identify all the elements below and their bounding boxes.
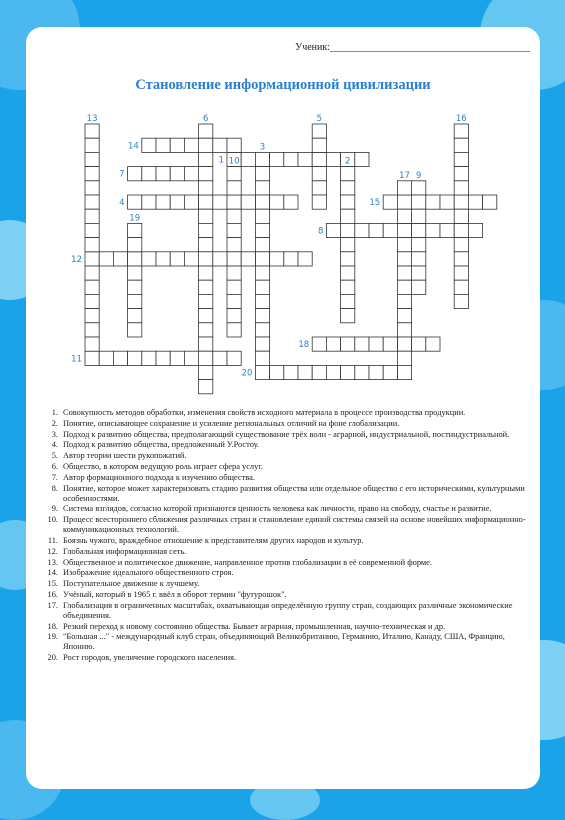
crossword-cell[interactable] (312, 181, 326, 195)
crossword-cell[interactable] (412, 337, 426, 351)
crossword-cell[interactable] (199, 181, 213, 195)
crossword-cell[interactable] (312, 138, 326, 152)
clue-item (40, 430, 532, 440)
crossword-cell[interactable] (227, 266, 241, 280)
crossword-cell[interactable] (227, 280, 241, 294)
crossword-cell[interactable] (397, 294, 411, 308)
crossword-cell[interactable] (440, 195, 454, 209)
clue-item (40, 408, 532, 418)
clue-item (40, 419, 532, 429)
crossword-cell[interactable] (199, 280, 213, 294)
crossword-cell[interactable] (227, 252, 241, 266)
crossword-cell[interactable] (227, 209, 241, 223)
worksheet (26, 27, 540, 789)
crossword-cell[interactable] (142, 351, 156, 365)
crossword-cell[interactable] (454, 138, 468, 152)
crossword-cell[interactable] (326, 337, 340, 351)
clue-text: Рост городов, увеличение городского населения. (63, 653, 237, 663)
clue-number-1: 1 (218, 155, 224, 166)
clue-number: 4. (51, 440, 58, 450)
crossword-cell[interactable] (227, 238, 241, 252)
clue-number: 10. (47, 515, 58, 525)
clue-number: 9. (51, 504, 58, 514)
crossword-cell[interactable] (426, 223, 440, 237)
clue-number-7: 7 (119, 169, 125, 180)
crossword-cell[interactable] (184, 167, 198, 181)
crossword-cell[interactable] (397, 351, 411, 365)
crossword-cell[interactable] (255, 238, 269, 252)
crossword-cell[interactable] (270, 195, 284, 209)
crossword-cell[interactable] (397, 365, 411, 379)
crossword-cell[interactable] (199, 266, 213, 280)
clue-number: 15. (47, 579, 58, 589)
crossword-cell[interactable] (184, 195, 198, 209)
crossword-cell[interactable] (412, 238, 426, 252)
clue-number-17: 17 (399, 170, 410, 181)
crossword-cell[interactable] (412, 280, 426, 294)
crossword-cell[interactable] (412, 181, 426, 195)
clue-item (40, 653, 532, 663)
clue-item (40, 515, 532, 535)
crossword-cell[interactable] (312, 195, 326, 209)
crossword-cell[interactable] (199, 252, 213, 266)
clue-text: Автор формационного подхода к изучению общества. (63, 472, 255, 482)
crossword-cell[interactable] (397, 238, 411, 252)
crossword-cell[interactable] (326, 152, 340, 166)
crossword-cell[interactable] (85, 152, 99, 166)
clue-number: 6. (51, 461, 58, 471)
crossword-cell[interactable] (213, 195, 227, 209)
clue-number-10: 10 (228, 156, 240, 167)
crossword-cell[interactable] (170, 252, 184, 266)
crossword-cell[interactable] (369, 223, 383, 237)
crossword-cell[interactable] (199, 309, 213, 323)
crossword-cell[interactable] (241, 152, 255, 166)
crossword-cell[interactable] (440, 223, 454, 237)
crossword-cell[interactable] (412, 195, 426, 209)
crossword-cell[interactable] (255, 323, 269, 337)
crossword-cell[interactable] (128, 266, 142, 280)
clue-item (40, 568, 532, 578)
crossword-cell[interactable] (397, 223, 411, 237)
crossword-cell[interactable] (227, 351, 241, 365)
crossword-cell[interactable] (397, 280, 411, 294)
crossword-cell[interactable] (355, 223, 369, 237)
crossword-cell[interactable] (199, 152, 213, 166)
crossword-cell[interactable] (383, 195, 397, 209)
crossword-cell[interactable] (255, 195, 269, 209)
student-name-field[interactable]: Ученик:________________________________________ (295, 42, 530, 53)
crossword-cell[interactable] (128, 351, 142, 365)
clue-number: 17. (47, 600, 58, 610)
clue-text: Процесс всестороннего сближения различных стран и становление единой системы связей на основе новейших информационно-коммуникационных технологий. (63, 515, 526, 535)
crossword-cell[interactable] (199, 337, 213, 351)
crossword-cell[interactable] (199, 138, 213, 152)
clue-text: Глобальная информационная сеть. (63, 546, 187, 556)
crossword-cell[interactable] (142, 138, 156, 152)
crossword-cell[interactable] (397, 323, 411, 337)
crossword-cell[interactable] (383, 365, 397, 379)
crossword-cell[interactable] (397, 337, 411, 351)
crossword-cell[interactable] (85, 181, 99, 195)
crossword-cell[interactable] (199, 365, 213, 379)
crossword-cell[interactable] (199, 223, 213, 237)
crossword-cell[interactable] (298, 365, 312, 379)
clue-item (40, 536, 532, 546)
crossword-cell[interactable] (85, 280, 99, 294)
crossword-cell[interactable] (454, 167, 468, 181)
clue-number: 5. (51, 451, 58, 461)
crossword-cell[interactable] (85, 337, 99, 351)
crossword-cell[interactable] (426, 195, 440, 209)
crossword-cell[interactable] (341, 223, 355, 237)
crossword-cell[interactable] (85, 223, 99, 237)
clue-number: 20. (47, 653, 58, 663)
crossword-cell[interactable] (170, 195, 184, 209)
crossword-cell[interactable] (170, 167, 184, 181)
crossword-cell[interactable] (227, 323, 241, 337)
crossword-cell[interactable] (142, 252, 156, 266)
clue-number-5: 5 (316, 114, 323, 124)
crossword-cell[interactable] (85, 238, 99, 252)
clue-number-9: 9 (415, 170, 422, 181)
crossword-cell[interactable] (341, 309, 355, 323)
crossword-cell[interactable] (454, 280, 468, 294)
crossword-cell[interactable] (227, 138, 241, 152)
crossword-cell[interactable] (341, 195, 355, 209)
crossword-cell[interactable] (454, 181, 468, 195)
crossword-cell[interactable] (156, 167, 170, 181)
crossword-cell[interactable] (383, 223, 397, 237)
crossword-cell[interactable] (312, 124, 326, 138)
crossword-cell[interactable] (468, 195, 482, 209)
crossword-cell[interactable] (199, 195, 213, 209)
crossword-cell[interactable] (298, 152, 312, 166)
crossword-cell[interactable] (341, 167, 355, 181)
clue-text: Общество, в котором ведущую роль играет сфера услуг. (63, 461, 263, 471)
crossword-cell[interactable] (128, 323, 142, 337)
clue-item (40, 473, 532, 483)
crossword-cell[interactable] (255, 294, 269, 308)
crossword-cell[interactable] (142, 167, 156, 181)
crossword-cell[interactable] (227, 294, 241, 308)
clue-number: 13. (47, 557, 58, 567)
crossword-cell[interactable] (128, 167, 142, 181)
clue-number: 8. (51, 483, 58, 493)
crossword-cell[interactable] (397, 195, 411, 209)
crossword-cell[interactable] (270, 252, 284, 266)
clue-number-4: 4 (119, 198, 125, 209)
crossword-cell[interactable] (326, 365, 340, 379)
clue-item (40, 622, 532, 632)
crossword-cell[interactable] (341, 238, 355, 252)
crossword-cell[interactable] (128, 309, 142, 323)
crossword-cell[interactable] (412, 223, 426, 237)
crossword-cell[interactable] (341, 337, 355, 351)
clue-item (40, 558, 532, 568)
clue-number-18: 18 (298, 340, 310, 351)
clue-number-15: 15 (369, 198, 381, 209)
crossword-cell[interactable] (85, 138, 99, 152)
crossword-cell[interactable] (85, 266, 99, 280)
crossword-cell[interactable] (255, 351, 269, 365)
crossword-cell[interactable] (227, 181, 241, 195)
crossword-cell[interactable] (113, 351, 127, 365)
crossword-cell[interactable] (270, 365, 284, 379)
crossword-cell[interactable] (270, 152, 284, 166)
clue-text: Совокупность методов обработки, изменения свойств исходного материала в процессе производства продукции. (63, 408, 466, 417)
crossword-cell[interactable] (397, 181, 411, 195)
crossword-cell[interactable] (227, 223, 241, 237)
crossword-cell[interactable] (312, 365, 326, 379)
crossword-cell[interactable] (199, 294, 213, 308)
crossword-cell[interactable] (99, 252, 113, 266)
clue-number-16: 16 (455, 114, 467, 124)
clue-text: Система взглядов, согласно которой признаются ценность человека как личности, право на свободу, счастье и развитие. (63, 504, 492, 514)
crossword-cell[interactable] (85, 167, 99, 181)
crossword-cell[interactable] (298, 252, 312, 266)
crossword-cell[interactable] (341, 280, 355, 294)
clue-number-20: 20 (241, 368, 253, 379)
clue-number: 19. (47, 632, 58, 642)
clue-text: Общественное и политическое движение, направленное против глобализации в её современной форме. (63, 557, 432, 567)
crossword-cell[interactable] (128, 238, 142, 252)
clue-item (40, 504, 532, 514)
clue-text: Подход к развитию общества, предложенный У.Ростоу. (63, 440, 260, 450)
clue-text: Изображение идеального общественного строя. (63, 568, 234, 578)
crossword-cell[interactable] (156, 195, 170, 209)
crossword-cell[interactable] (255, 167, 269, 181)
crossword-cell[interactable] (454, 266, 468, 280)
crossword-cell[interactable] (227, 309, 241, 323)
crossword-cell[interactable] (142, 195, 156, 209)
crossword-cell[interactable] (227, 195, 241, 209)
crossword-cell[interactable] (454, 252, 468, 266)
crossword-cell[interactable] (326, 223, 340, 237)
clue-number: 16. (47, 589, 58, 599)
crossword-cell[interactable] (184, 138, 198, 152)
clue-number-11: 11 (71, 354, 82, 365)
clue-item (40, 601, 532, 621)
crossword-cell[interactable] (255, 181, 269, 195)
crossword-cell[interactable] (128, 294, 142, 308)
crossword-cell[interactable] (454, 294, 468, 308)
crossword-cell[interactable] (312, 337, 326, 351)
clue-item (40, 462, 532, 472)
clue-list (40, 408, 532, 664)
clue-number: 2. (51, 418, 58, 428)
crossword-cell[interactable] (241, 195, 255, 209)
crossword-cell[interactable] (199, 167, 213, 181)
crossword-cell[interactable] (454, 152, 468, 166)
clue-item (40, 451, 532, 461)
crossword-cell[interactable] (341, 365, 355, 379)
crossword-cell[interactable] (454, 195, 468, 209)
crossword-cell[interactable] (85, 195, 99, 209)
crossword-cell[interactable] (199, 323, 213, 337)
clue-text: Подход к развитию общества, предполагающий существование трёх волн - аграрной, индустриальной, постиндустриальной. (63, 429, 510, 439)
crossword-cell[interactable] (184, 252, 198, 266)
crossword-cell[interactable] (468, 223, 482, 237)
crossword-cell[interactable] (355, 152, 369, 166)
clue-number-13: 13 (86, 114, 98, 124)
crossword-cell[interactable] (85, 209, 99, 223)
crossword-cell[interactable] (369, 365, 383, 379)
crossword-cell[interactable] (397, 209, 411, 223)
clue-text: Поступательное движение к лучшему. (63, 579, 200, 589)
clue-number-6: 6 (202, 114, 209, 124)
clue-text: Понятие, описывающее сохранение и усиление региональных отличий на фоне глобализации. (63, 418, 400, 428)
crossword-cell[interactable] (85, 309, 99, 323)
clue-text: Понятие, которое может характеризовать стадию развития общества или отдельное общество с его историческими, культурными особенностями. (63, 483, 525, 503)
crossword-cell[interactable] (199, 209, 213, 223)
crossword-cell[interactable] (241, 252, 255, 266)
crossword-cell[interactable] (184, 351, 198, 365)
crossword-cell[interactable] (255, 252, 269, 266)
clue-number: 14. (47, 568, 58, 578)
crossword-cell[interactable] (412, 252, 426, 266)
crossword-cell[interactable] (85, 323, 99, 337)
clue-text: Боязнь чужого, враждебное отношение к представителям других народов и культур. (63, 535, 364, 545)
clue-number: 1. (51, 408, 58, 417)
crossword-cell[interactable] (255, 365, 269, 379)
clue-number: 7. (51, 472, 58, 482)
crossword-cell[interactable] (454, 223, 468, 237)
clue-item (40, 590, 532, 600)
crossword-cell[interactable] (341, 209, 355, 223)
clue-item (40, 440, 532, 450)
clue-number-2: 2 (344, 156, 351, 167)
crossword-cell[interactable] (170, 138, 184, 152)
clue-text: Автор теории шести рукопожатий. (63, 451, 187, 461)
crossword-cell[interactable] (227, 167, 241, 181)
crossword-cell[interactable] (199, 238, 213, 252)
crossword-cell[interactable] (156, 138, 170, 152)
crossword-cell[interactable] (255, 223, 269, 237)
crossword-cell[interactable] (255, 309, 269, 323)
crossword-cell[interactable] (128, 195, 142, 209)
crossword-cell[interactable] (397, 252, 411, 266)
crossword-cell[interactable] (312, 152, 326, 166)
crossword-cell[interactable] (426, 337, 440, 351)
crossword-cell[interactable] (85, 124, 99, 138)
crossword-cell[interactable] (341, 252, 355, 266)
crossword-cell[interactable] (156, 351, 170, 365)
crossword-cell[interactable] (255, 209, 269, 223)
crossword-cell[interactable] (454, 238, 468, 252)
crossword-cell[interactable] (199, 124, 213, 138)
crossword-cell[interactable] (213, 351, 227, 365)
crossword-cell[interactable] (383, 337, 397, 351)
crossword-cell[interactable] (454, 209, 468, 223)
crossword-cell[interactable] (412, 209, 426, 223)
crossword-cell[interactable] (128, 280, 142, 294)
crossword-cell[interactable] (213, 252, 227, 266)
clue-item (40, 632, 532, 652)
crossword-cell[interactable] (483, 195, 497, 209)
crossword-cell[interactable] (397, 266, 411, 280)
clue-number-8: 8 (317, 226, 324, 237)
crossword-cell[interactable] (199, 380, 213, 394)
crossword-cell[interactable] (255, 152, 269, 166)
clue-number-19: 19 (129, 213, 141, 224)
clue-number-12: 12 (71, 254, 82, 265)
clue-number: 12. (47, 546, 58, 556)
crossword-cell[interactable] (341, 294, 355, 308)
clue-number-3: 3 (259, 142, 266, 153)
crossword-cell[interactable] (284, 152, 298, 166)
crossword-cell[interactable] (85, 294, 99, 308)
clue-number-14: 14 (127, 141, 139, 152)
page-title: Становление информационной цивилизации (135, 77, 431, 93)
clue-text: Глобализация в ограниченных масштабах, охватывающая определённую группу стран, создающих различные экономические объединения. (63, 600, 513, 620)
clue-item (40, 484, 532, 504)
crossword-cell[interactable] (284, 365, 298, 379)
clue-number: 18. (47, 621, 58, 631)
crossword-cell[interactable] (341, 181, 355, 195)
crossword-grid (26, 27, 540, 407)
crossword-cell[interactable] (85, 351, 99, 365)
crossword-cell[interactable] (412, 266, 426, 280)
crossword-cell[interactable] (255, 337, 269, 351)
crossword-cell[interactable] (284, 195, 298, 209)
crossword-cell[interactable] (341, 266, 355, 280)
crossword-cell[interactable] (85, 252, 99, 266)
crossword-cell[interactable] (454, 124, 468, 138)
crossword-cell[interactable] (199, 351, 213, 365)
clue-item (40, 547, 532, 557)
clue-text: "Большая ..." - международный клуб стран, объединяющий Великобританию, Германию, Италию, Канаду, США, Францию, Японию. (63, 632, 505, 652)
crossword-cell[interactable] (128, 223, 142, 237)
crossword-cell[interactable] (113, 252, 127, 266)
crossword-cell[interactable] (255, 280, 269, 294)
clue-item (40, 579, 532, 589)
crossword-cell[interactable] (369, 337, 383, 351)
crossword-cell[interactable] (312, 167, 326, 181)
crossword-cell[interactable] (156, 252, 170, 266)
clue-text: Резкий переход к новому состоянию общества. Бывает аграрная, промышленная, научно-техническая и др. (63, 621, 446, 631)
crossword-cell[interactable] (355, 337, 369, 351)
clue-number: 11. (47, 535, 58, 545)
crossword-cell[interactable] (128, 252, 142, 266)
crossword-cell[interactable] (99, 351, 113, 365)
crossword-cell[interactable] (355, 365, 369, 379)
crossword-cell[interactable] (397, 309, 411, 323)
crossword-cell[interactable] (255, 266, 269, 280)
crossword-cell[interactable] (213, 138, 227, 152)
clue-text: Учёный, который в 1965 г. ввёл в оборот термин "футурошок". (63, 589, 287, 599)
crossword-cell[interactable] (170, 351, 184, 365)
crossword-cell[interactable] (284, 252, 298, 266)
clue-number: 3. (51, 429, 58, 439)
